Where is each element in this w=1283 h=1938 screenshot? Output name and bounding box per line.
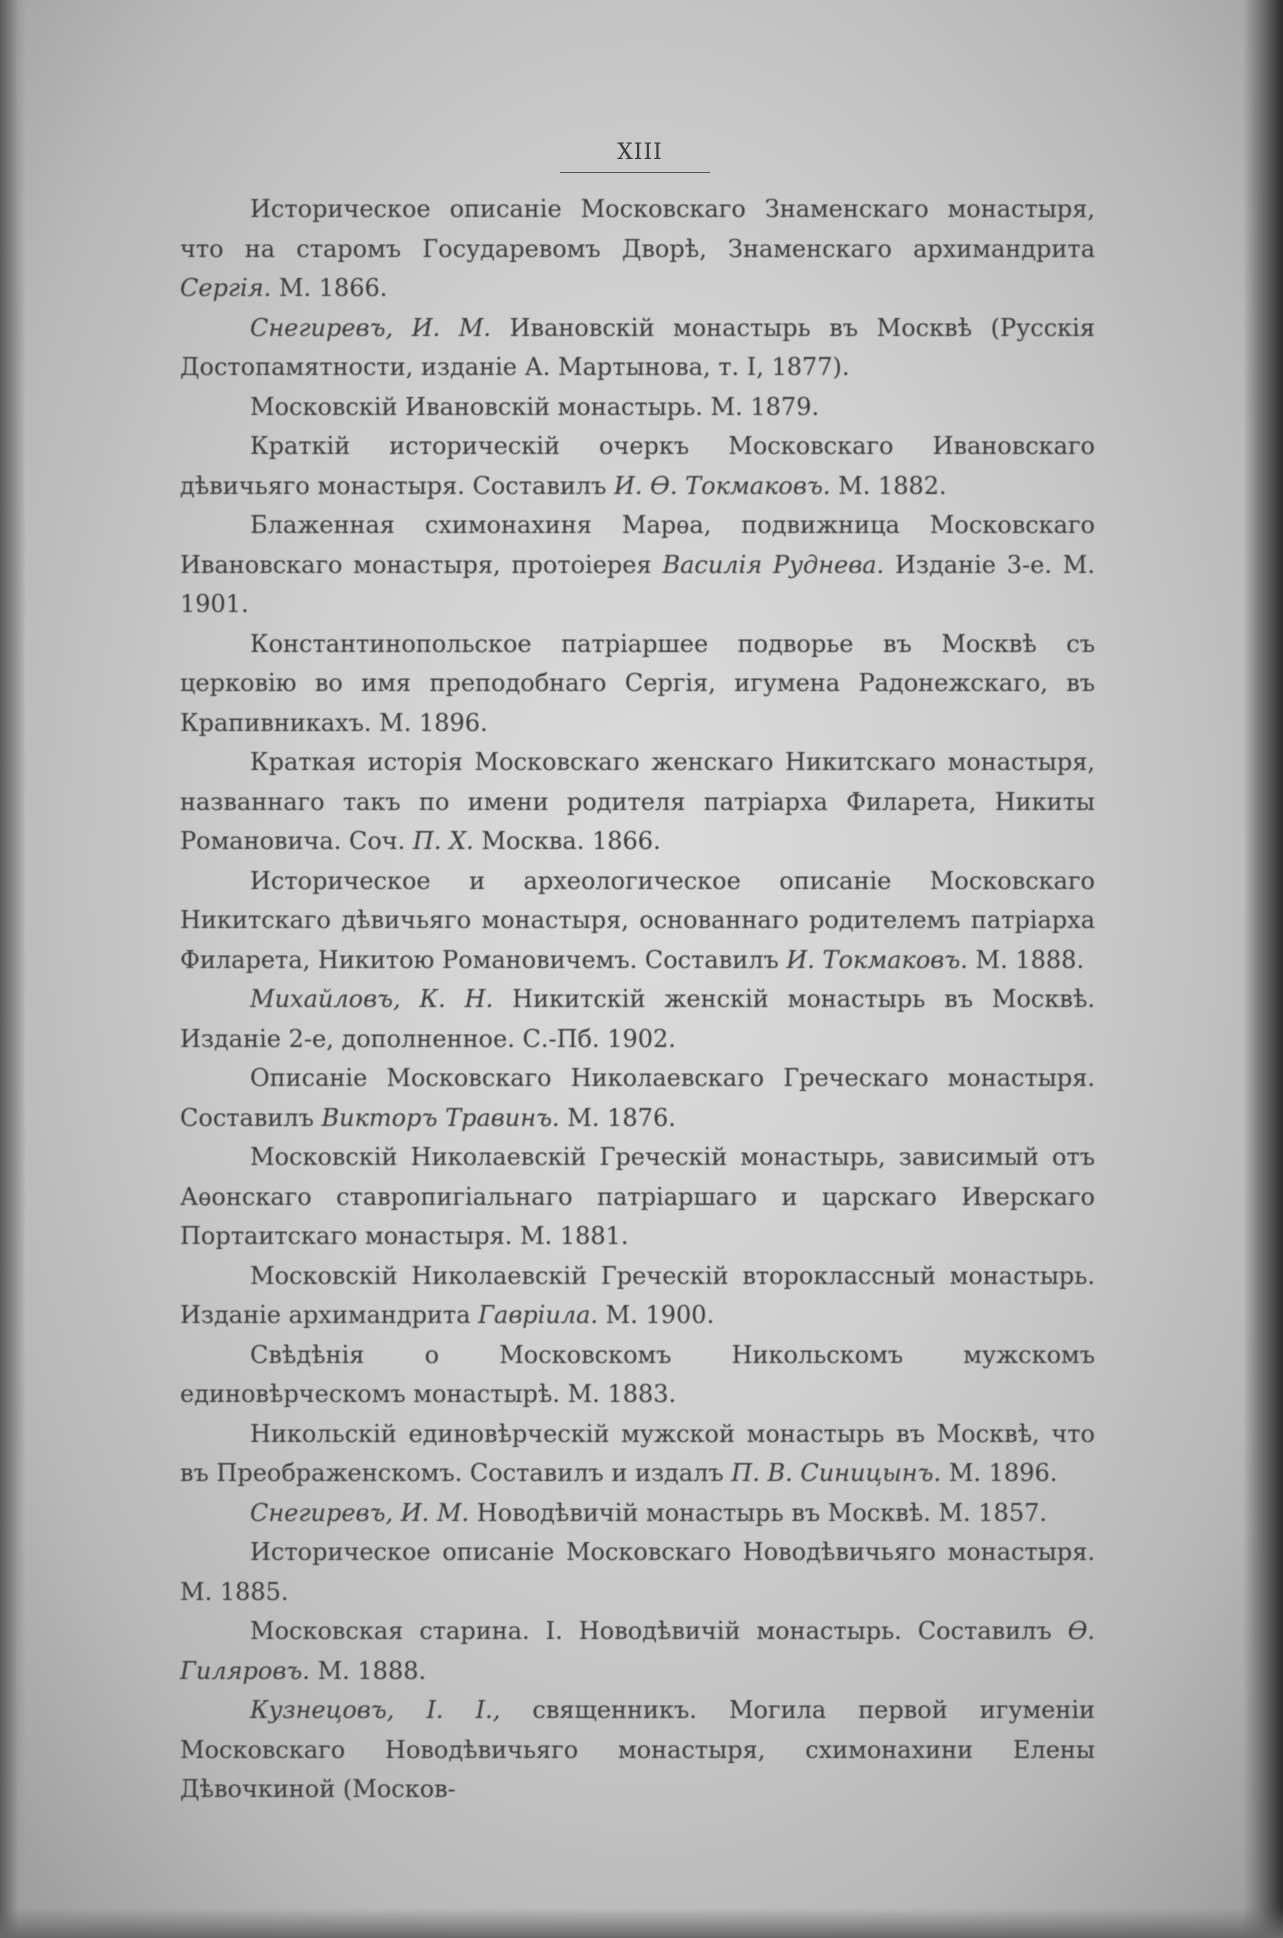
entry-author: П. Х. [412,827,474,855]
bibliography-list [180,190,1095,1810]
bibliography-entry [180,1612,1095,1691]
bibliography-entry [180,625,1095,744]
entry-author: Гавріила. [478,1301,599,1329]
entry-title: Константинопольское патріаршее подворье въ Москвѣ съ церковію во имя преподобнаго Сергія, игумена Радонежскаго, въ Крапивникахъ. М. 1896. [180,629,1095,737]
bibliography-entry [180,506,1095,625]
entry-author: Викторъ Травинъ. [321,1103,560,1132]
entry-imprint: Изданіе 3-е. М. 1901. [180,550,1095,618]
entry-author: Снегиревъ, И. М. [250,313,492,342]
bibliography-entry [180,1138,1095,1257]
entry-title: Историческое и археологическое описаніе Московскаго Никитскаго дѣвичьяго монастыря, основаннаго родителемъ патріарха Филарета, Никитою Романовичемъ. Составилъ [180,866,1095,974]
entry-author: Кузнецовъ, I. I., [250,1696,501,1724]
entry-author: И. Токмаковъ. [786,945,968,974]
entry-author: Михайловъ, К. Н. [250,985,494,1013]
entry-imprint: М. 1888. [967,945,1085,974]
entry-imprint: священникъ. Могила первой игуменіи Московскаго Новодѣвичьяго монастыря, схимонахини Елены Дѣвочкиной (Москов- [180,1696,1095,1803]
bibliography-entry [180,1059,1095,1138]
entry-imprint: Ивановскій монастырь въ Москвѣ (Русскія Достопамятности, изданіе А. Мартынова, т. I, 1877). [180,313,1096,381]
bibliography-entry [180,309,1095,388]
page-bottom-edge-shadow [0,1908,1283,1938]
bibliography-entry [180,1336,1095,1415]
entry-title: Московскій Ивановскій монастырь. М. 1879. [250,392,820,421]
entry-imprint: М. 1866. [271,274,388,302]
entry-imprint: М. 1882. [830,471,947,500]
entry-author: И. Ѳ. Токмаковъ. [613,471,831,500]
bibliography-entry [180,743,1095,862]
entry-title: Блаженная схимонахиня Марѳа, подвижница Московскаго Ивановскаго монастыря, протоіерея [180,511,1095,579]
entry-imprint: М. 1876. [559,1103,676,1132]
entry-author: Ѳ. Гиляровъ. [180,1617,1095,1685]
header-rule [560,172,710,173]
entry-title: Краткій историческій очеркъ Московскаго Ивановскаго дѣвичьяго монастыря. Составилъ [180,432,1095,500]
entry-title: Описаніе Московскаго Николаевскаго Греческаго монастыря. Составилъ [180,1064,1095,1132]
bibliography-entry [180,980,1095,1059]
entry-title: Никольскій единовѣрческій мужской монастырь въ Москвѣ, что въ Преображенскомъ. Составилъ и издалъ [180,1419,1095,1487]
entry-imprint: Москва. 1866. [473,827,661,855]
bibliography-entry [180,1494,1095,1534]
bibliography-entry [180,1533,1095,1612]
entry-imprint: М. 1896. [941,1459,1058,1487]
entry-imprint: М. 1888. [309,1656,427,1685]
entry-author: Василія Руднева. [662,550,885,579]
page-right-edge-shadow [1243,0,1283,1938]
page-left-edge-shadow [0,0,26,1938]
bibliography-entry [180,1691,1095,1810]
entry-title: Краткая исторія Московскаго женскаго Никитскаго монастыря, названнаго такъ по имени родителя патріарха Филарета, Никиты Романовича. Соч. [180,748,1095,855]
entry-title: Свѣдѣнія о Московскомъ Никольскомъ мужскомъ единовѣрческомъ монастырѣ. М. 1883. [180,1340,1095,1408]
entry-imprint: Новодѣвичій монастырь въ Москвѣ. М. 1857. [469,1498,1047,1527]
entry-title: Историческое описаніе Московскаго Знаменскаго монастыря, что на старомъ Государевомъ Дворѣ, Знаменскаго архимандрита [180,195,1095,263]
bibliography-entry [180,1415,1095,1494]
entry-imprint: М. 1900. [598,1301,715,1329]
bibliography-entry [180,862,1095,981]
bibliography-entry [180,1257,1095,1336]
entry-title: Московскій Николаевскій Греческій второклассный монастырь. Изданіе архимандрита [180,1261,1095,1329]
entry-author: Снегиревъ, И. М. [250,1498,470,1527]
entry-author: Сергія. [180,274,272,302]
entry-title: Московскій Николаевскій Греческій монастырь, зависимый отъ Аѳонскаго ставропигіальнаго патріаршаго и царскаго Иверскаго Портаитскаго монастыря. М. 1881. [180,1143,1095,1250]
bibliography-entry [180,388,1095,428]
entry-author: П. В. Синицынъ. [731,1459,942,1487]
entry-title: Московская старина. I. Новодѣвичій монастырь. Составилъ [250,1617,1068,1645]
bibliography-entry [180,427,1095,506]
entry-imprint: Никитскій женскій монастырь въ Москвѣ. Изданіе 2-е, дополненное. С.-Пб. 1902. [180,985,1095,1053]
page-number: XIII [617,140,663,165]
bibliography-entry [180,190,1095,309]
entry-title: Историческое описаніе Московскаго Новодѣвичьяго монастыря. М. 1885. [180,1538,1095,1606]
